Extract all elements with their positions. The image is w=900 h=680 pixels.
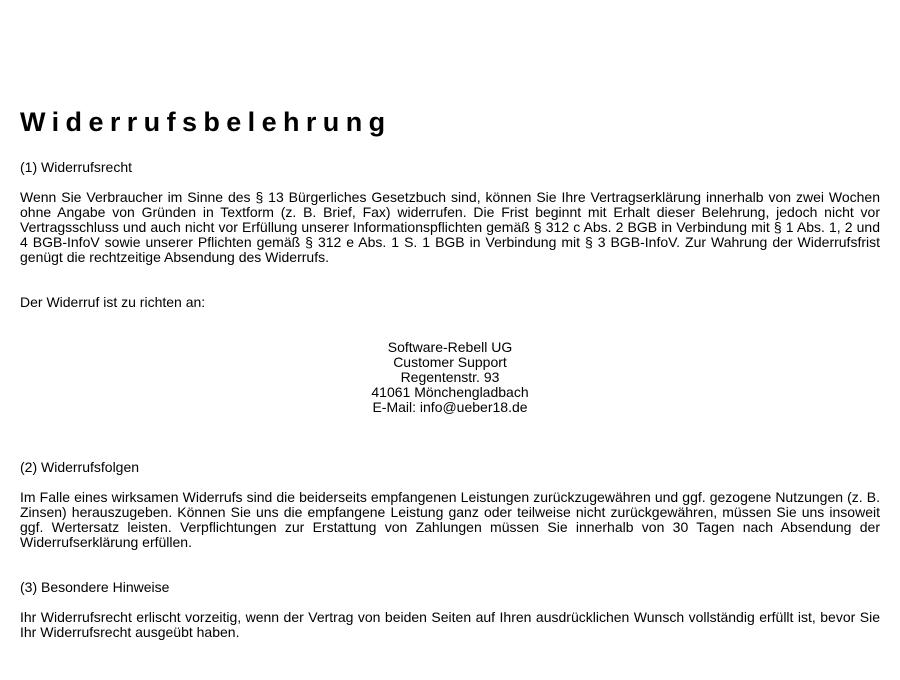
section-body-besondere-hinweise: Ihr Widerrufsrecht erlischt vorzeitig, wenn der Vertrag von beiden Seiten auf Ihren ausdrücklichen Wunsch vollständig erfüllt ist, bevor Sie Ihr Widerrufsrecht ausgeübt haben. bbox=[20, 609, 880, 640]
section-heading-widerrufsrecht: (1) Widerrufsrecht bbox=[20, 159, 133, 175]
section-heading-widerrufsfolgen: (2) Widerrufsfolgen bbox=[20, 459, 140, 475]
page-title: Widerrufsbelehrung bbox=[20, 107, 392, 137]
document-body bbox=[20, 160, 880, 640]
section-heading-besondere-hinweise: (3) Besondere Hinweise bbox=[20, 579, 170, 595]
address-department: Customer Support bbox=[393, 354, 507, 370]
address-city: 41061 Mönchengladbach bbox=[371, 384, 529, 400]
address-company: Software-Rebell UG bbox=[387, 339, 513, 355]
document-page bbox=[20, 106, 880, 640]
address-email: E-Mail: info@ueber18.de bbox=[372, 399, 528, 415]
section-body-widerrufsrecht: Wenn Sie Verbraucher im Sinne des § 13 Bürgerliches Gesetzbuch sind, können Sie Ihre Vertragserklärung innerhalb von zwei Wochen ohne Angabe von Gründen in Textform (z. B. Brief, Fax) widerrufen. Die Frist beginnt mit Erhalt dieser Belehrung, jedoch nicht vor Vertragsschluss und auch nicht vor Erfüllung unserer Informationspflichten gemäß § 312 c Abs. 2 BGB in Verbindung mit § 1 Abs. 1, 2 und 4 BGB-InfoV sowie unserer Pflichten gemäß § 312 e Abs. 1 S. 1 BGB in Verbindung mit § 3 BGB-InfoV. Zur Wahrung der Widerrufsfrist genügt die rechtzeitige Absendung des Widerrufs. bbox=[20, 189, 880, 265]
address-intro: Der Widerruf ist zu richten an: bbox=[20, 294, 206, 310]
address-block bbox=[20, 340, 880, 415]
address-street: Regentenstr. 93 bbox=[400, 369, 500, 385]
section-body-widerrufsfolgen: Im Falle eines wirksamen Widerrufs sind die beiderseits empfangenen Leistungen zurückzugewähren und ggf. gezogene Nutzungen (z. B. Zinsen) herauszugeben. Können Sie uns die empfangene Leistung ganz oder teilweise nicht zurückgewähren, müssen Sie uns insoweit ggf. Wertersatz leisten. Verpflichtungen zur Erstattung von Zahlungen müssen Sie innerhalb von 30 Tagen nach Absendung der Widerrufserklärung erfüllen. bbox=[20, 489, 880, 550]
